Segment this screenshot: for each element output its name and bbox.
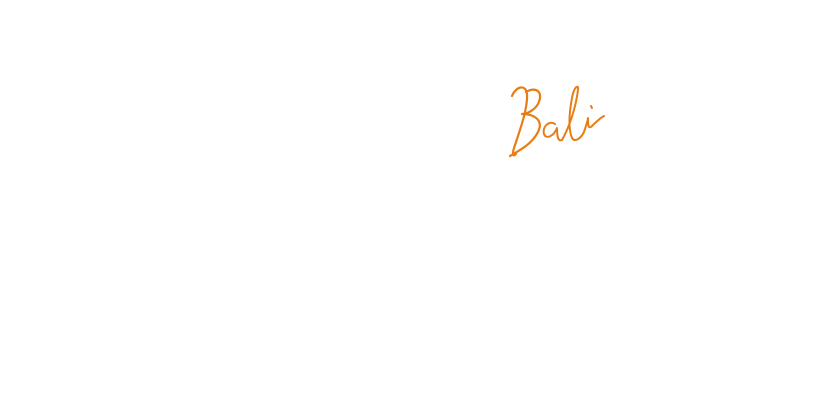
- logo-letter-i-dot: [591, 106, 592, 108]
- logo-letter-a: [544, 123, 562, 141]
- logo-letter-l: [562, 87, 584, 140]
- bali-script-logo-graphic: [500, 76, 612, 166]
- logo-letter-b-stem: [512, 87, 527, 155]
- logo-letter-i: [584, 116, 604, 132]
- bali-script-logo: [500, 76, 612, 166]
